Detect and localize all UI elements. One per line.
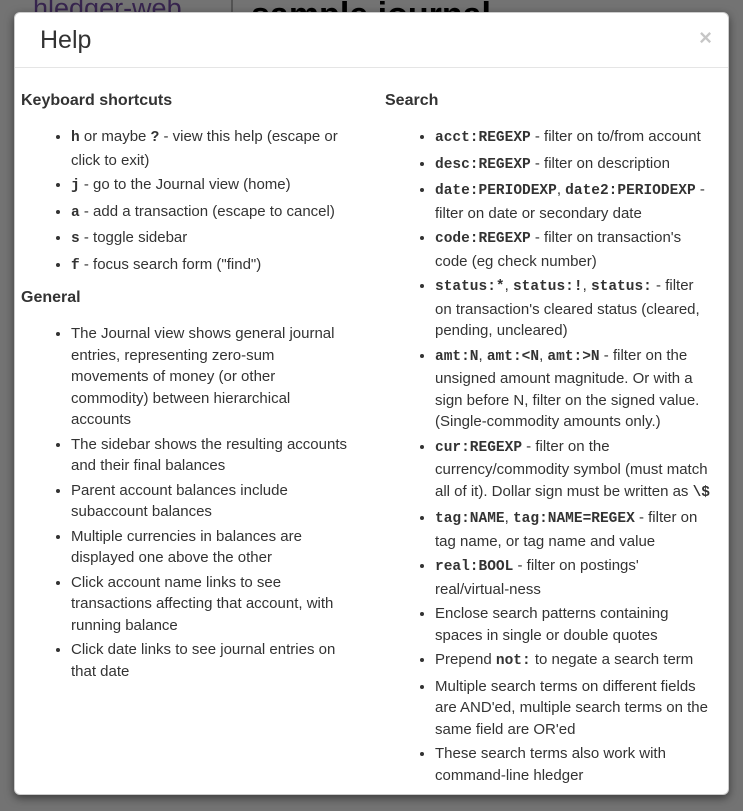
code-token: date2:PERIODEXP [565, 183, 696, 199]
list-item: • real:BOOL - filter on postings' real/virtual-ness [435, 555, 712, 600]
code-token: s [71, 231, 80, 247]
code-token: h [71, 130, 80, 146]
code-token: amt:<N [486, 348, 540, 365]
help-right-column [385, 84, 712, 795]
general-list [21, 323, 351, 682]
code-token: status:* [435, 279, 505, 295]
list-item: • The sidebar shows the resulting accounts and their final balances [71, 434, 351, 477]
list-item: • amt:N, amt:<N, amt:>N - filter on the unsigned amount magnitude. Or with a sign before N, filter on the signed value. (Single-commodity amounts only.) [435, 345, 712, 433]
list-item: • Prepend not: to negate a search term [435, 649, 712, 673]
code-token: ? [150, 130, 160, 146]
list-item: • f - focus search form ("find") [71, 254, 351, 278]
code-token: j [71, 178, 80, 194]
list-item: • Enclose search patterns containing spaces in single or double quotes [435, 603, 712, 646]
list-item: • h or maybe ? - view this help (escape or click to exit) [71, 126, 351, 171]
help-modal [14, 12, 729, 795]
code-token: a [71, 204, 80, 221]
list-item: • Parent account balances include subaccount balances [71, 480, 351, 523]
list-item: • Multiple search terms on different fields are AND'ed, multiple search terms on the same field are OR'ed [435, 676, 712, 741]
code-token: amt:N [435, 348, 479, 365]
list-item: • Click account name links to see transactions affecting that account, with running balance [71, 572, 351, 637]
code-token: desc:REGEXP [435, 156, 531, 173]
section-heading-keyboard-shortcuts: Keyboard shortcuts [21, 92, 173, 109]
list-item: • Multiple currencies in balances are displayed one above the other [71, 526, 351, 569]
code-token: acct:REGEXP [435, 130, 531, 146]
close-icon: × [699, 25, 712, 50]
help-left-column [21, 84, 351, 795]
list-item: • acct:REGEXP - filter on to/from account [435, 126, 712, 150]
code-token: \$ [692, 484, 710, 501]
keyboard-shortcuts-list [21, 126, 351, 277]
modal-title: Help [40, 26, 92, 54]
code-token: date:PERIODEXP [435, 183, 557, 199]
list-item: • desc:REGEXP - filter on description [435, 153, 712, 177]
code-token: tag:NAME=REGEX [512, 511, 635, 527]
modal-header [15, 13, 728, 68]
list-item: • s - toggle sidebar [71, 227, 351, 251]
code-token: not: [495, 653, 531, 669]
list-item: • These search terms also work with command-line hledger [435, 743, 712, 786]
code-token: code:REGEXP [435, 231, 531, 247]
modal-body [15, 68, 728, 795]
close-button[interactable] [699, 27, 712, 49]
code-token: f [71, 257, 80, 274]
section-heading-general: General [21, 289, 81, 306]
list-item: • The Journal view shows general journal entries, representing zero-sum movements of money (or other commodity) between hierarchical accounts [71, 323, 351, 431]
section-heading-search: Search [385, 92, 439, 109]
list-item: • a - add a transaction (escape to cancel) [71, 201, 351, 225]
list-item: • cur:REGEXP - filter on the currency/commodity symbol (must match all of it). Dollar sign must be written as \$ [435, 436, 712, 505]
code-token: status:! [512, 279, 583, 295]
code-token: tag:NAME [435, 511, 505, 527]
list-item: • code:REGEXP - filter on transaction's code (eg check number) [435, 227, 712, 272]
list-item: • j - go to the Journal view (home) [71, 174, 351, 198]
code-token: status: [590, 279, 652, 295]
list-item: • date:PERIODEXP, date2:PERIODEXP - filter on date or secondary date [435, 179, 712, 224]
code-token: cur:REGEXP [435, 439, 523, 456]
list-item: • tag:NAME, tag:NAME=REGEX - filter on tag name, or tag name and value [435, 507, 712, 552]
search-list [385, 126, 712, 786]
code-token: amt:>N [547, 348, 600, 365]
code-token: real:BOOL [435, 559, 514, 575]
list-item: • status:*, status:!, status: - filter on transaction's cleared status (cleared, pending, uncleared) [435, 275, 712, 342]
list-item: • Click date links to see journal entries on that date [71, 639, 351, 682]
